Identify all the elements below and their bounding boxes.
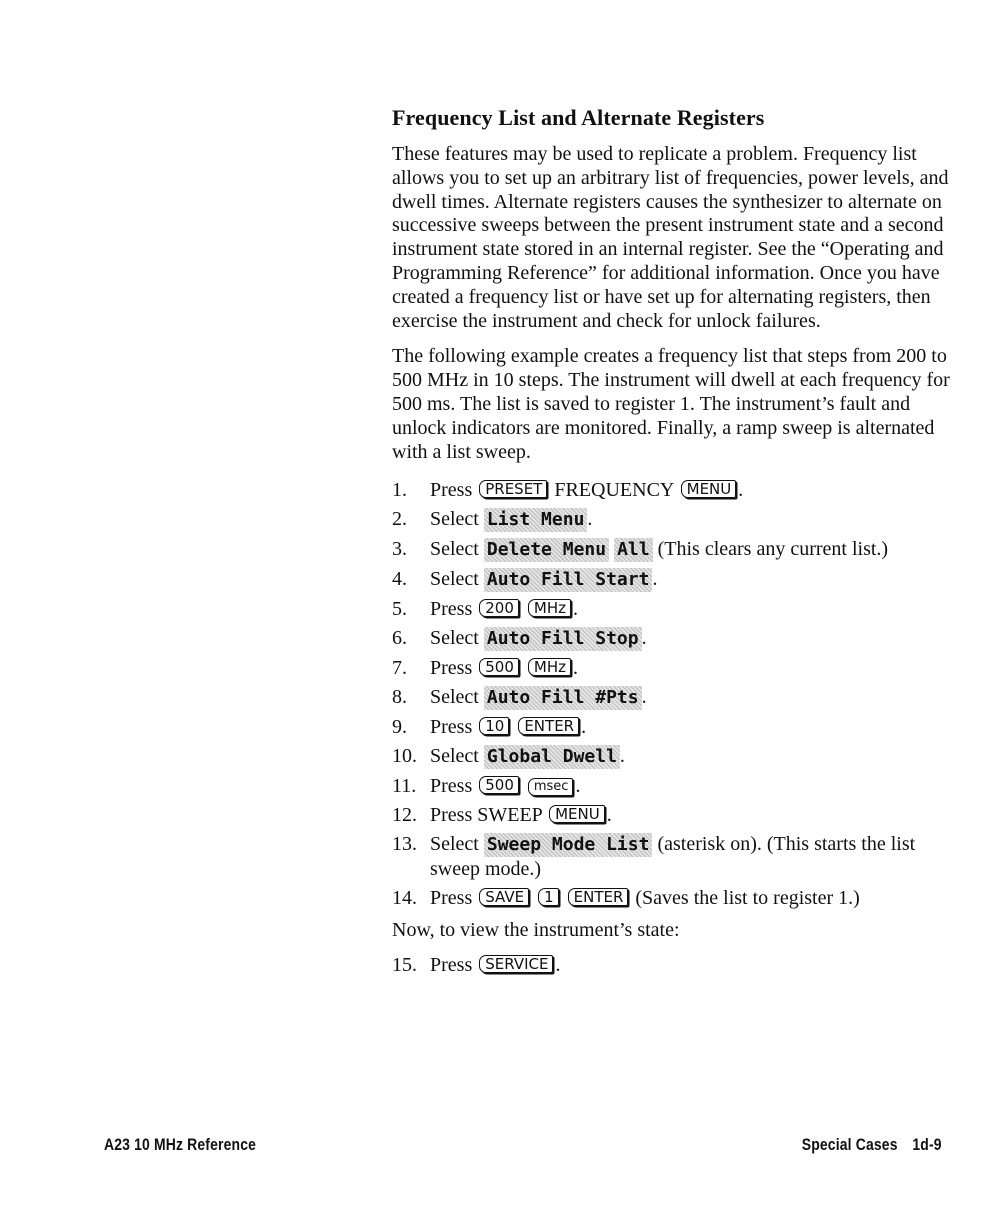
step-4: 4. Select Auto Fill Start . — [392, 568, 658, 591]
softkey-auto-fill-start[interactable]: Auto Fill Start — [484, 568, 653, 592]
procedure-steps — [392, 478, 952, 910]
softkey-all[interactable]: All — [614, 538, 653, 562]
step-7: 7. Press 500 MHz . — [392, 657, 578, 680]
step-3: 3. Select Delete Menu All (This clears any current list.) — [392, 538, 889, 561]
key-500[interactable]: 500 — [479, 658, 519, 676]
menu-key[interactable]: MENU — [681, 480, 737, 498]
mhz-key[interactable]: MHz — [528, 658, 571, 676]
step-13: 13. Select Sweep Mode List (asterisk on). (This starts the list sweep mode.) — [392, 833, 916, 881]
softkey-sweep-mode-list[interactable]: Sweep Mode List — [484, 833, 653, 857]
step-12: 12. Press SWEEP MENU . — [392, 804, 612, 827]
msec-key[interactable]: msec — [528, 778, 574, 796]
view-state-text: Now, to view the instrument’s state: — [392, 919, 680, 942]
step-2: 2. Select List Menu . — [392, 508, 593, 531]
enter-key[interactable]: ENTER — [518, 717, 579, 735]
step-10: 10. Select Global Dwell . — [392, 745, 625, 768]
footer-section — [802, 1135, 942, 1155]
softkey-delete-menu[interactable]: Delete Menu — [484, 538, 609, 562]
step-6: 6. Select Auto Fill Stop . — [392, 627, 647, 650]
step-14: 14. Press SAVE 1 ENTER (Saves the list to register 1.) — [392, 887, 860, 910]
save-key[interactable]: SAVE — [479, 888, 529, 906]
key-500[interactable]: 500 — [479, 776, 519, 794]
step-1: 1. Press PRESET FREQUENCY MENU . — [392, 479, 744, 502]
page-number: 1d-9 — [912, 1135, 942, 1154]
example-paragraph: The following example creates a frequency list that steps from 200 to 500 MHz in 10 steps. The instrument will dwell at each frequency for 500 ms. The list is saved to register 1. The instrument’s fault and unlock indicators are monitored. Finally, a ramp sweep is alternated with a list sweep. — [392, 345, 950, 463]
step-11: 11. Press 500 msec . — [392, 775, 581, 798]
key-200[interactable]: 200 — [479, 599, 519, 617]
step-9: 9. Press 10 ENTER . — [392, 716, 587, 739]
intro-paragraph: These features may be used to replicate a problem. Frequency list allows you to set up an arbitrary list of frequencies, power levels, and dwell times. Alternate registers causes the synthesizer to alternate on successive sweeps between the present instrument state and a second instrument state stored in an internal register. See the “Operating and Programming Reference” for additional information. Once you have created a frequency list or have set up for alternating registers, then exercise the instrument and check for unlock failures. — [392, 143, 949, 332]
menu-key[interactable]: MENU — [549, 805, 605, 823]
mhz-key[interactable]: MHz — [528, 599, 571, 617]
step-15: 15. Press SERVICE . — [392, 954, 561, 977]
softkey-auto-fill-stop[interactable]: Auto Fill Stop — [484, 627, 642, 651]
key-10[interactable]: 10 — [479, 717, 509, 735]
step-8: 8. Select Auto Fill #Pts . — [392, 686, 647, 709]
service-key[interactable]: SERVICE — [479, 955, 553, 973]
page-content — [392, 105, 952, 982]
softkey-list-menu[interactable]: List Menu — [484, 508, 588, 532]
footer-chapter: A23 10 MHz Reference — [104, 1135, 257, 1154]
preset-key[interactable]: PRESET — [479, 480, 547, 498]
softkey-auto-fill-pts[interactable]: Auto Fill #Pts — [484, 686, 642, 710]
key-1[interactable]: 1 — [538, 888, 559, 906]
procedure-steps-continued — [392, 953, 952, 977]
footer-section-title: Special Cases — [802, 1135, 898, 1154]
softkey-global-dwell[interactable]: Global Dwell — [484, 745, 620, 769]
section-heading: Frequency List and Alternate Registers — [392, 105, 765, 130]
enter-key[interactable]: ENTER — [568, 888, 629, 906]
step-5: 5. Press 200 MHz . — [392, 598, 578, 621]
